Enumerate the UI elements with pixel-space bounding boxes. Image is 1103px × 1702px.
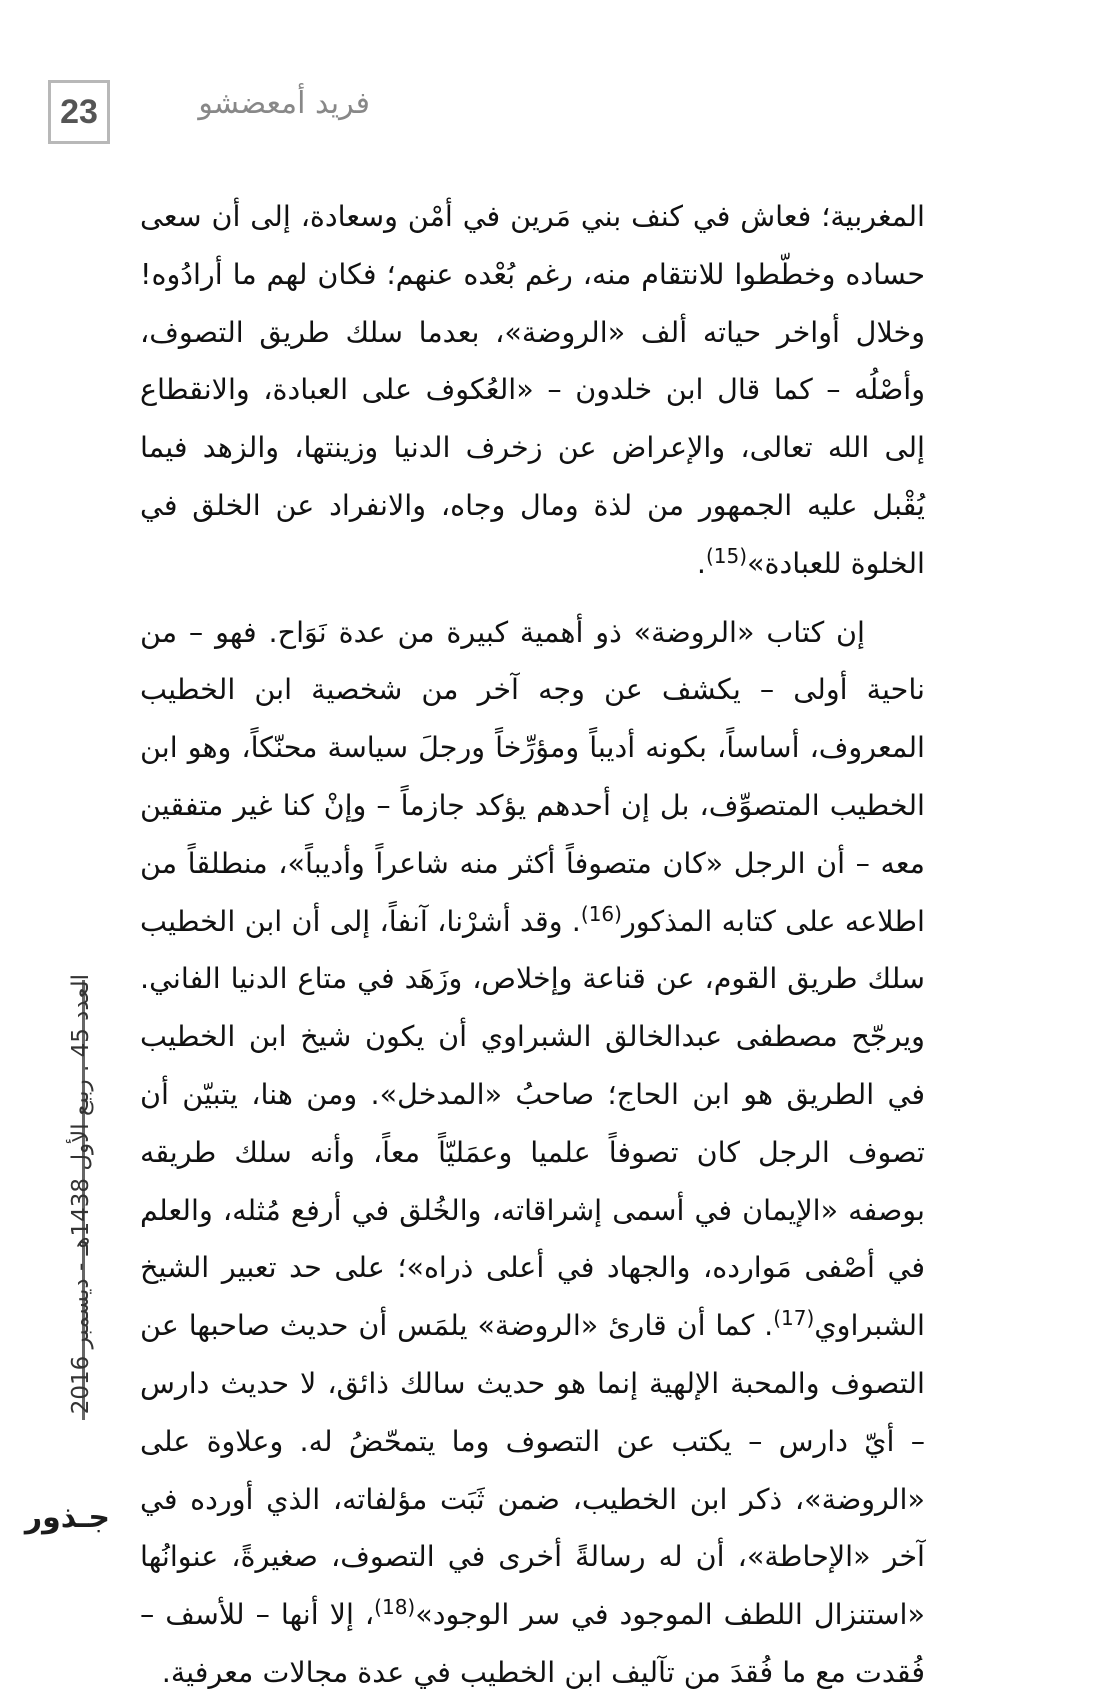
- paragraph-text: إن كتاب «الروضة» ذو أهمية كبيرة من عدة نَوَاح. فهو – من ناحية أولى – يكشف عن وجه آخر من شخصية ابن الخطيب المعروف، أساساً، بكونه أديباً ومؤرِّخاً ورجلَ سياسة محنّكاً، وهو ابن الخطيب المتصوِّف، بل إن أحدهم يؤكد جازماً – وإنْ كنا غير متفقين معه – أن الرجل «كان متصوفاً أكثر منه شاعراً وأديباً»، منطلقاً من اطلاعه على كتابه المذكور: [140, 614, 925, 938]
- page-number: 23: [48, 80, 110, 144]
- author-name: فريد أمعضشو: [198, 86, 370, 121]
- journal-logo: جـذور: [24, 1500, 110, 1535]
- paragraph-text: . وقد أشرْنا، آنفاً، إلى أن ابن الخطيب سلك طريق القوم، عن قناعة وإخلاص، وزَهَد في متاع الدنيا الفاني. ويرجّح مصطفى عبدالخالق الشبراوي أن يكون شيخ ابن الخطيب في الطريق هو ابن الحاج؛ صاحبُ «المدخل». ومن هنا، يتبيّن أن تصوف الرجل كان تصوفاً علميا وعمَليّاً معاً، وأنه سلك طريقه بوصفه «الإيمان في أسمى إشراقاته، والخُلق في أرفع مُثله، والعلم في أصْفى مَوارده، والجهاد في أعلى ذراه»؛ على حد تعبير الشيخ الشبراوي: [140, 903, 925, 1343]
- paragraph-text: .: [696, 545, 706, 580]
- footnote-ref: (18): [374, 1595, 416, 1620]
- paragraph-text: ، إلا أنها – للأسف – فُقدت مع ما فُقدَ من تآليف ابن الخطيب في عدة مجالات معرفية.: [140, 1597, 925, 1689]
- paragraph: [140, 188, 925, 593]
- paragraph-text: . كما أن قارئ «الروضة» يلمَس أن حديث صاحبها عن التصوف والمحبة الإلهية إنما هو حديث سالك ذائق، لا حديث دارس – أيّ دارس – يكتب عن التصوف وما يتمحّضُ له. وعلاوة على «الروضة»، ذكر ابن الخطيب، ضمن ثَبَت مؤلفاته، الذي أورده في آخر «الإحاطة»، أن له رسالةً أخرى في التصوف، صغيرةً، عنوانُها «استنزال اللطف الموجود في سر الوجود»: [140, 1308, 925, 1632]
- footnote-ref: (15): [705, 543, 748, 568]
- paragraph: [140, 604, 925, 1702]
- article-body: [140, 188, 925, 1702]
- issue-info: العدد 45 . ربيع الأول 1438هـ - ديسمبر 2016: [68, 974, 94, 1415]
- footnote-ref: (17): [773, 1306, 815, 1331]
- paragraph-text: المغربية؛ فعاش في كنف بني مَرين في أمْن وسعادة، إلى أن سعى حساده وخطّطوا للانتقام منه، رغم بُعْده عنهم؛ فكان لهم ما أرادُوه! وخلال أواخر حياته ألف «الروضة»، بعدما سلك طريق التصوف، وأصْلُه – كما قال ابن خلدون – «العُكوف على العبادة، والانقطاع إلى الله تعالى، والإعراض عن زخرف الدنيا وزينتها، والزهد فيما يُقْبل عليه الجمهور من لذة ومال وجاه، والانفراد عن الخلق في الخلوة للعبادة»: [140, 199, 925, 580]
- footnote-ref: (16): [580, 901, 622, 926]
